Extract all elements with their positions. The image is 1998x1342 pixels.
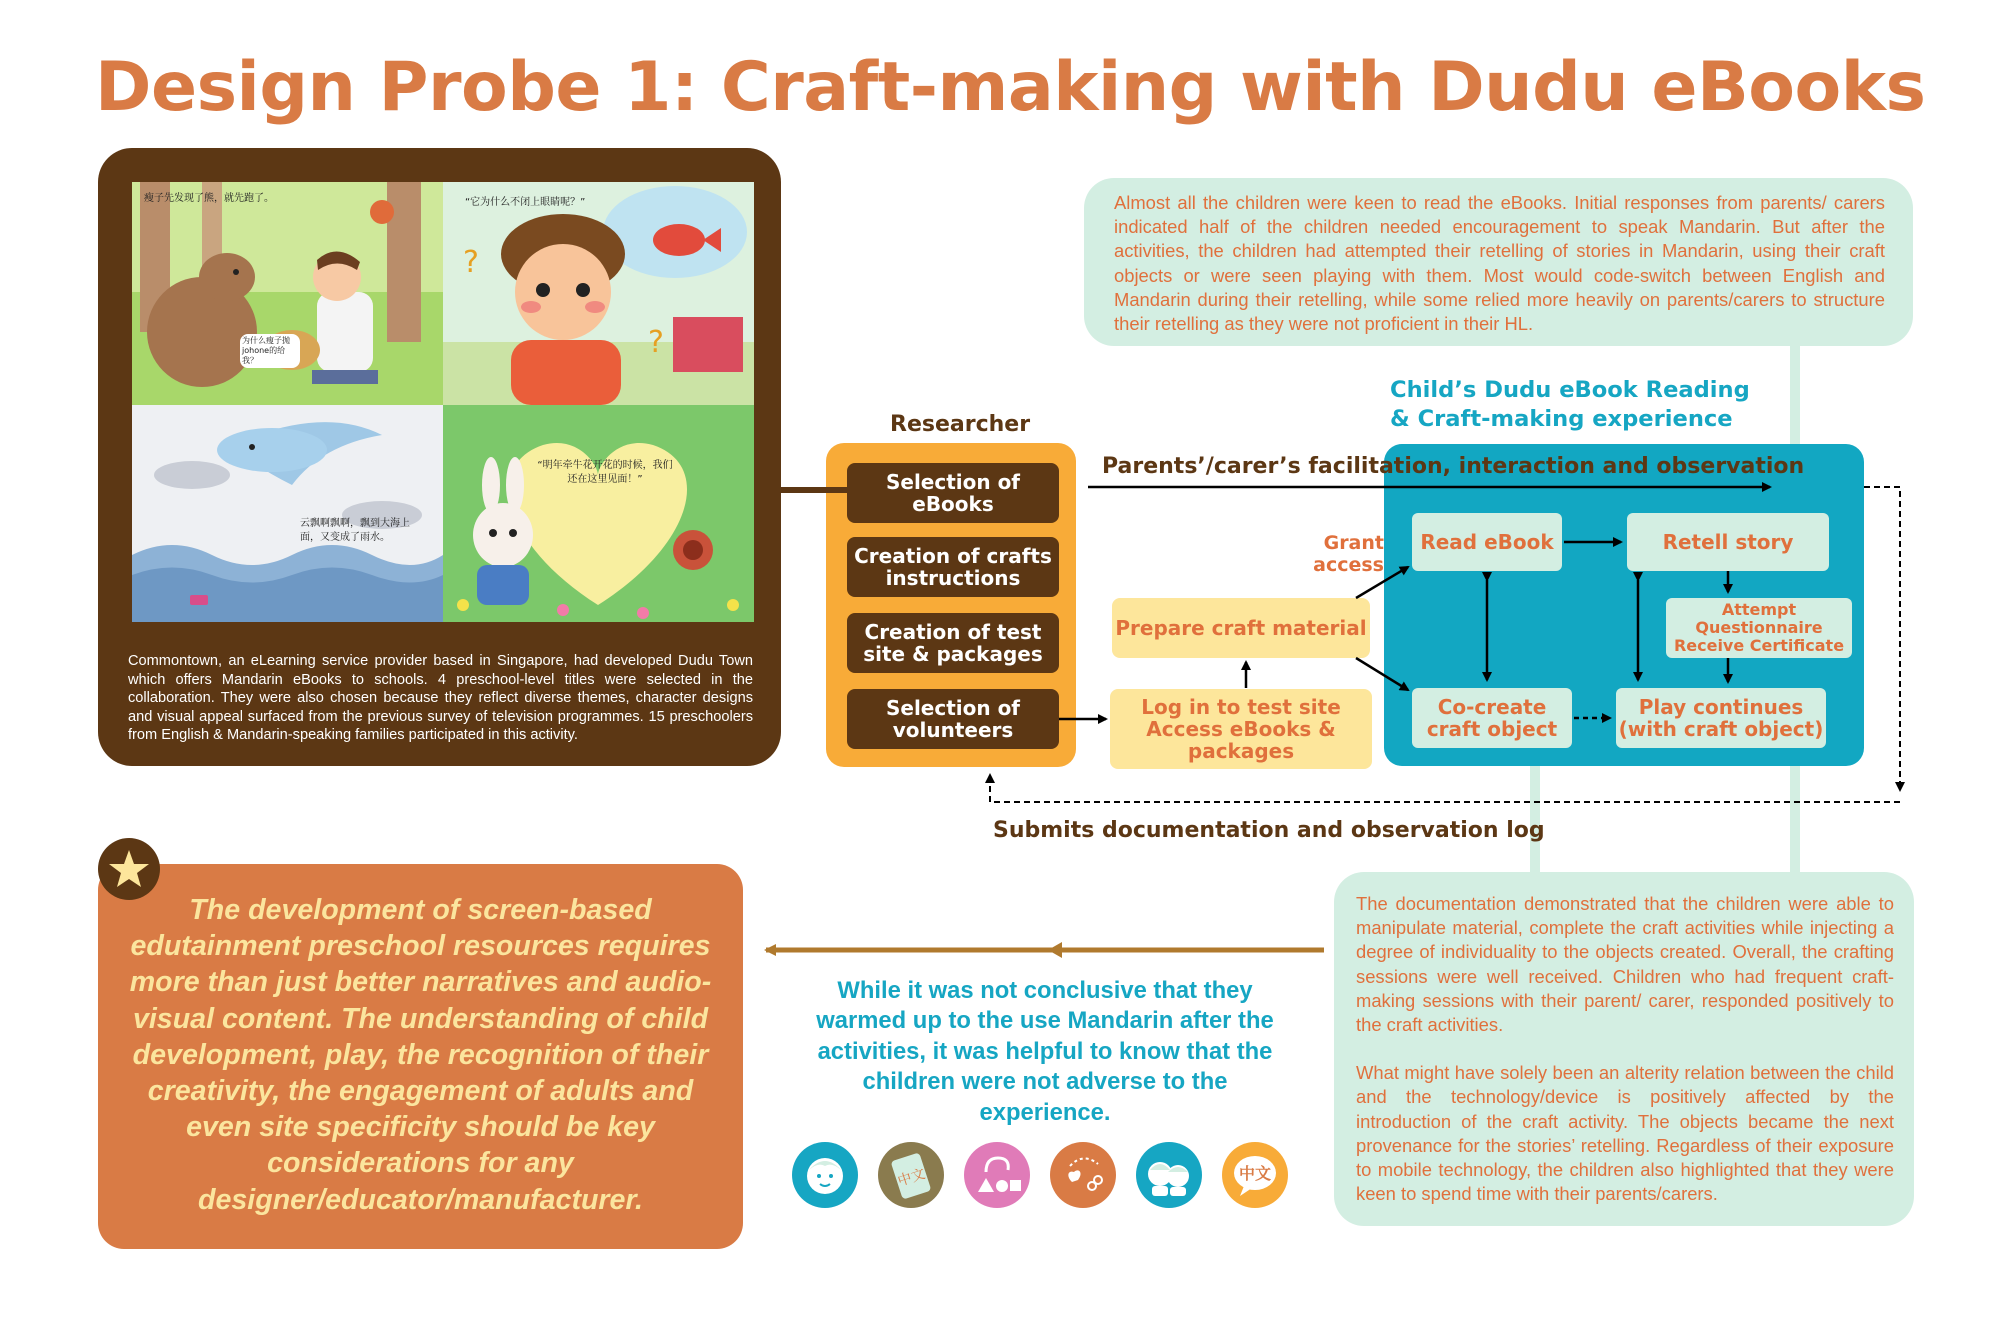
svg-text:?: ? [648, 325, 664, 360]
chinese-speech-icon [1222, 1142, 1288, 1208]
facilitation-label: Parents’/carer’s facilitation, interaction and observation [1102, 454, 1805, 479]
svg-text:中文: 中文 [895, 1165, 928, 1190]
bottom-callout [1334, 872, 1914, 1226]
top-callout: Almost all the children were keen to read the eBooks. Initial responses from parents/ carers indicated half of the children needed encouragement to speak Mandarin. But after the activities, the children had attempted their retelling of stories in Mandarin, using their craft objects or were seen playing with them. Most would code-switch between English and Mandarin during their retelling, while some relied more heavily on parents/carers to structure their retelling as they were not proficient in their HL. [1084, 178, 1913, 346]
ebook-caption: 云飘啊飘啊，飘到大海上面，又变成了雨水。 [300, 518, 410, 543]
ebook-caption: 为什么瘦子抛johone的给我？ [240, 334, 300, 368]
step-create-test-site: Creation of test site & packages [847, 613, 1059, 673]
play-continues-box: Play continues (with craft object) [1616, 688, 1826, 748]
bottom-callout-para1: The documentation demonstrated that the children were able to manipulate material, complete the craft activities while injecting a degree of individuality to the objects created. Overall, the crafting sessions were well received. Children who had frequent craft-making sessions with their parent/ carer, responded positively to the craft activities. [1356, 893, 1894, 1036]
svg-text:?: ? [463, 245, 479, 280]
mid-conclusion-text: While it was not conclusive that they warmed up to the use Mandarin after the activities, it was helpful to know that the children were not adverse to the experience. [816, 977, 1274, 1126]
cocreate-craft-box: Co-create craft object [1412, 688, 1572, 748]
step-selection-volunteers: Selection of volunteers [847, 689, 1059, 749]
submits-label: Submits documentation and observation log [993, 818, 1545, 843]
researcher-label: Researcher [890, 412, 1031, 437]
star-icon [98, 838, 160, 900]
ebook-caption: “明年牵牛花开花的时候，我们还在这里见面！” [537, 460, 673, 485]
ebook-caption: “它为什么不闭上眼睛呢？” [465, 197, 586, 208]
craft-scissors-icon [1050, 1142, 1116, 1208]
read-ebook-box: Read eBook [1412, 513, 1562, 571]
parent-child-icon [1136, 1142, 1202, 1208]
prepare-craft-box: Prepare craft material [1112, 598, 1370, 658]
child-label-line1: Child’s Dudu eBook Reading [1390, 377, 1750, 403]
attempt-questionnaire-box: Attempt Questionnaire Receive Certificate [1666, 598, 1852, 658]
page-title: Design Probe 1: Craft-making with Dudu eBooks [95, 48, 1926, 127]
conclusion-box: The development of screen-based edutainment preschool resources requires more than just better narratives and audio-visual content. The understanding of child development, play, the recognition of their creativity, the engagement of adults and even site specificity should be key considerations for any designer/educator/manufacturer. [98, 864, 743, 1249]
bottom-callout-para2: What might have solely been an alterity relation between the child and the technology/device is positively affected by the introduction of the craft activity. The objects became the next provenance for the stories’ retelling. Regardless of their exposure to mobile technology, the children also highlighted that they were keen to spend time with their parents/carers. [1356, 1062, 1894, 1205]
tablet-chinese-icon [878, 1142, 944, 1208]
retell-story-box: Retell story [1627, 513, 1829, 571]
star-badge [98, 838, 160, 900]
ebook-description: Commontown, an eLearning service provider based in Singapore, had developed Dudu Town which offers Mandarin eBooks to schools. 4 preschool-level titles were selected in the collaboration. They were also chosen because they reflect diverse themes, character designs and visual appeal surfaced from the previous survey of television programmes. 15 preschoolers from English & Mandarin-speaking families participated in this activity. [128, 653, 753, 744]
shapes-play-icon [964, 1142, 1030, 1208]
svg-text:中文: 中文 [1238, 1164, 1272, 1183]
login-test-site-box: Log in to test site Access eBooks & packages [1110, 689, 1372, 769]
child-label-line2: & Craft-making experience [1390, 406, 1733, 432]
step-selection-ebooks: Selection of eBooks [847, 463, 1059, 523]
grant-access-label: Grant access [1313, 532, 1384, 576]
child-face-icon [792, 1142, 858, 1208]
step-create-instructions: Creation of crafts instructions [847, 537, 1059, 597]
ebook-caption: 瘦子先发现了熊，就先跑了。 [144, 193, 274, 204]
